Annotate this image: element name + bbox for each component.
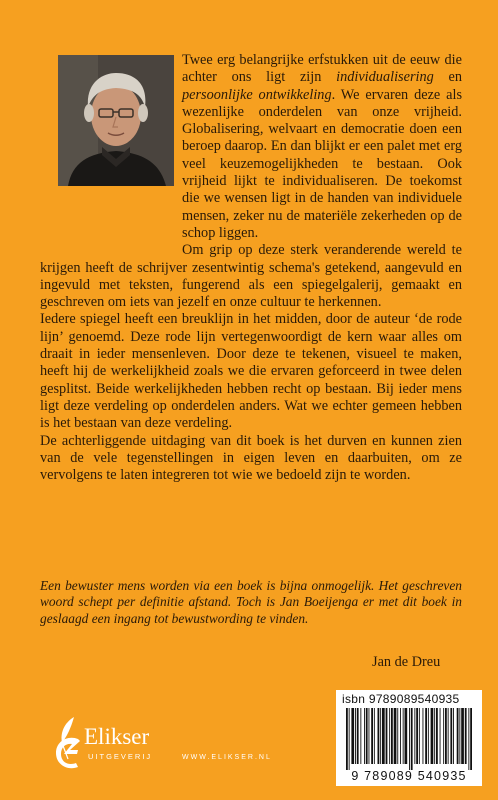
barcode-bar [443,708,444,764]
barcode-bar [391,708,393,764]
barcode-bar [378,708,380,764]
paragraph-2: Om grip op deze sterk veranderende wereld te krijgen heeft de schrijver zesentwintig schema's getekend, aangevuld en ingevuld met teksten, fungerend als een spiegelgalerij, gemaakt en geschreven om iets van jezelf en onze cultuur te herkennen. [40,242,462,311]
barcode-bar [366,708,368,764]
barcode-bar [445,708,447,764]
review-quote: Een bewuster mens worden via een boek is bijna onmogelijk. Het geschreven woord schept per definitie afstand. Toch is Jan Boeijenga er met dit boek in geslaagd een ingang tot bewustwording te vinden. [40,578,462,626]
barcode-bar [409,708,410,770]
publisher-name: Elikser [84,724,150,749]
barcode-bar [470,708,472,770]
barcode-bar [386,708,388,764]
paragraph-1-text: Twee erg belangrijke erfstukken uit de eeuw die achter ons ligt zijn [182,52,462,86]
paragraph-1-rest: . We ervaren deze als wezenlijke onderdelen van onze vrijheid. Globalisering, welvaart en democratie doen een beroep daarop. En dan blijkt er een palet met erg veel keuzemogelijkheden te bestaan. Ook vrijheid lijkt te individualiseren. De toekomst die we wensen ligt in de handen van individuele mensen, zeker nu de materiële zekerheden op de schop liggen. [182,86,463,241]
publisher-url[interactable]: WWW.ELIKSER.NL [182,754,272,761]
barcode-bar [360,708,361,764]
quote-signature: Jan de Dreu [372,654,441,670]
paragraph-4: De achterliggende uitdaging van dit boek is het durven en kunnen zien van de vele tegenstellingen in eigen leven en daarbuiten, om ze vervolgens te laten integreren tot wie we bedoeld zijn te worden. [40,432,462,484]
barcode-bar [453,708,454,764]
barcode-bar [465,708,467,764]
barcode-bar [397,708,398,764]
barcode-bar [448,708,449,764]
back-cover-text [40,52,462,484]
barcode-bar [346,708,348,770]
barcode-bar [357,708,359,764]
isbn-label: isbn 9789089540935 [342,692,460,706]
barcode-bar [457,708,459,764]
barcode-bar [369,708,370,764]
barcode-bar [382,708,385,764]
barcode-bar [355,708,356,764]
barcode-bar [434,708,435,764]
barcode-bar [374,708,375,764]
barcode-bar [450,708,452,764]
barcode-bar [394,708,397,764]
barcode-bar [405,708,408,764]
barcode-bar [425,708,427,764]
italic-term-persoonlijke-ontwikkeling: persoonlijke ontwikkeling [182,86,332,103]
barcode-bar [403,708,404,764]
barcode-bar [419,708,420,764]
barcode-bar [459,708,460,764]
paragraph-3: Iedere spiegel heeft een breuklijn in het midden, door de auteur ‘de rode lijn’ genoemd. Deze rode lijn vertegenwoordigt de kern waar alles om draait in ieder mensenleven. Door deze te tekenen, visueel te maken, heeft hij de werkelijkheid zoals we die ervaren geforceerd in twee delen gesplitst. Beide werkelijkheden hebben recht op bestaan. Bij ieder mens ligt deze verdeling op onderdelen anders. Wat we echter gemeen hebben is het bestaan van deze verdeling. [40,311,462,432]
barcode-bar [411,708,413,770]
italic-term-individualisering: individualisering [336,69,434,86]
paragraph-1-connector: en [433,69,462,86]
barcode-bar [414,708,415,764]
barcode-bar [431,708,434,764]
barcode-bar [364,708,365,764]
barcode-bar [400,708,401,764]
barcode-bar [380,708,381,764]
barcode-bar [436,708,438,764]
isbn-number: 9 789089 540935 [351,769,467,783]
barcode-bar [349,708,350,770]
barcode-bar [389,708,390,764]
isbn-barcode [336,690,482,786]
barcode-bar [416,708,418,764]
barcode-bar [428,708,429,764]
barcode-bar [468,708,469,770]
barcode-bar [371,708,373,764]
barcode-bars [346,708,472,770]
barcode-bar [461,708,464,764]
photo-spacer [40,52,182,256]
barcode-bar [351,708,354,764]
barcode-bar [440,708,441,764]
barcode-bar [423,708,424,764]
publisher-subtitle: UITGEVERIJ [88,752,153,761]
